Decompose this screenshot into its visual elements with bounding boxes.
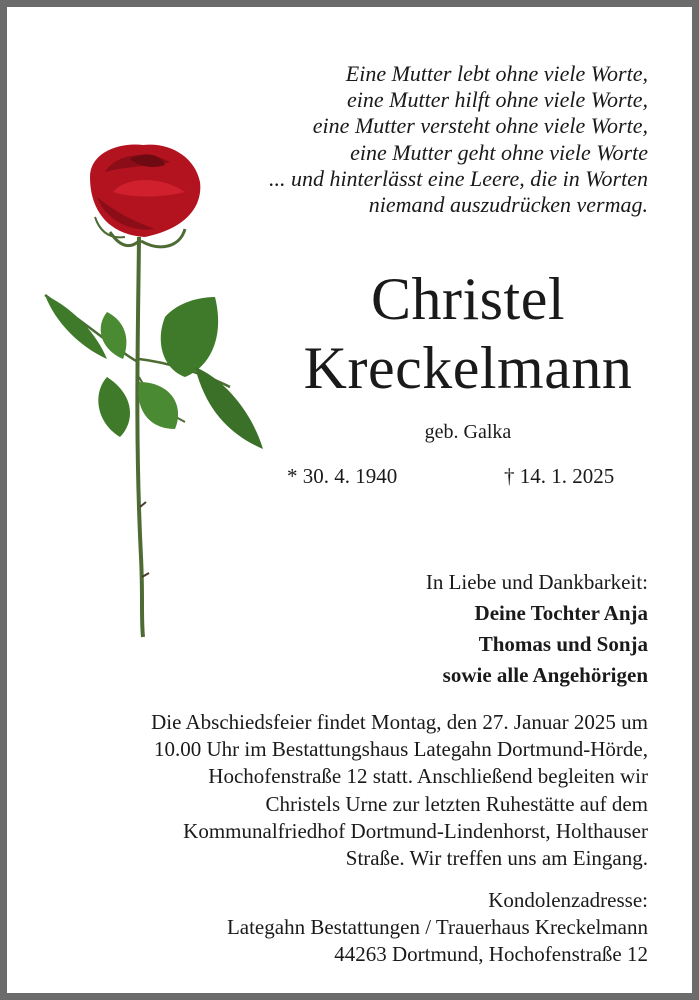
rose-image — [35, 137, 270, 642]
last-name: Kreckelmann — [303, 335, 633, 401]
mourners-intro: In Liebe und Dankbarkeit: — [425, 570, 648, 594]
mourners — [426, 567, 648, 691]
notice-line: 10.00 Uhr im Bestattungshaus Lategahn Dortmund-Hörde, — [154, 737, 648, 762]
notice-line: Christels Urne zur letzten Ruhestätte auf dem — [265, 791, 648, 816]
notice-line: Kommunalfriedhof Dortmund-Lindenhorst, Holthauser — [183, 818, 648, 843]
poem-line: niemand auszudrücken vermag. — [368, 192, 648, 218]
notice-line: Die Abschiedsfeier findet Montag, den 27. Januar 2025 um — [151, 710, 648, 734]
poem-line: ... und hinterlässt eine Leere, die in Worten — [268, 165, 648, 191]
mourner-name: Thomas und Sonja — [478, 632, 648, 656]
first-name: Christel — [371, 266, 565, 332]
address-line: 44263 Dortmund, Hochofenstraße 12 — [334, 942, 648, 967]
death-date: † 14. 1. 2025 — [504, 464, 615, 488]
poem-line: eine Mutter versteht ohne viele Worte, — [312, 113, 648, 139]
poem-line: eine Mutter hilft ohne viele Worte, — [347, 87, 648, 113]
poem-line: eine Mutter geht ohne viele Worte — [350, 139, 648, 165]
notice-line: Hochofenstraße 12 statt. Anschließend begleiten wir — [208, 764, 648, 789]
address-line: Lategahn Bestattungen / Trauerhaus Kreckelmann — [226, 915, 648, 940]
mourner-name: Deine Tochter Anja — [474, 601, 648, 625]
birth-date: * 30. 4. 1940 — [287, 464, 398, 488]
deceased-name — [269, 265, 667, 403]
poem — [269, 61, 648, 218]
address-label: Kondolenzadresse: — [488, 888, 648, 912]
maiden-name: geb. Galka — [424, 421, 512, 443]
funeral-notice — [151, 709, 648, 872]
notice-line: Straße. Wir treffen uns am Eingang. — [345, 846, 648, 871]
mourner-name: sowie alle Angehörigen — [442, 663, 648, 687]
condolence-address — [227, 887, 648, 969]
poem-line: Eine Mutter lebt ohne viele Worte, — [345, 61, 648, 86]
